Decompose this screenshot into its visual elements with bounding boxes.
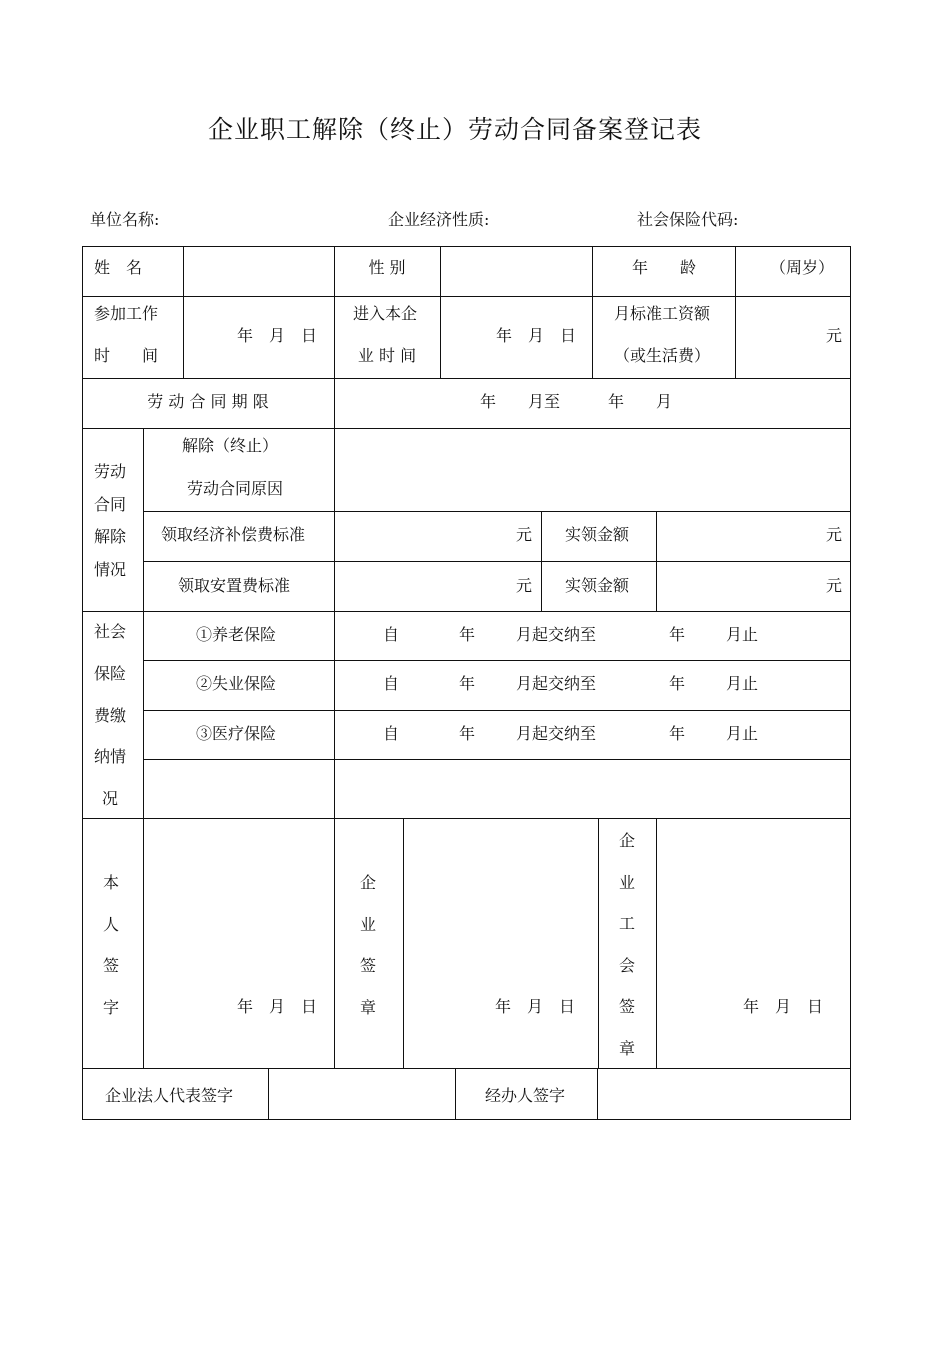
union-seal-area[interactable] <box>657 819 850 1068</box>
insurance-year: 年 <box>459 625 476 644</box>
termination-reason-field[interactable] <box>335 429 850 511</box>
self-signature-area[interactable] <box>144 819 334 1068</box>
compensation-actual-label: 实领金额 <box>564 525 630 544</box>
insurance-from: 自 <box>383 724 400 743</box>
insurance-period-end: 月止 <box>726 674 759 693</box>
union-seal-char: 工 <box>618 914 635 933</box>
legal-representative-label: 企业法人代表签字 <box>104 1086 234 1105</box>
row-divider <box>82 611 851 612</box>
self-signature-char: 人 <box>102 914 119 934</box>
name-field[interactable] <box>184 247 334 296</box>
company-seal-area[interactable] <box>404 819 598 1068</box>
settlement-actual-unit: 元 <box>825 576 842 595</box>
unit-name-label: 单位名称: <box>90 210 160 229</box>
row-divider <box>143 710 851 711</box>
wage-label-line2: （或生活费） <box>613 346 711 365</box>
insurance-period-end: 月止 <box>726 724 759 743</box>
handler-signature-field[interactable] <box>598 1069 850 1119</box>
insurance-from: 自 <box>383 625 400 644</box>
col-divider <box>592 246 593 379</box>
settlement-standard-unit: 元 <box>515 576 532 595</box>
union-seal-char: 会 <box>618 955 635 975</box>
self-signature-char: 签 <box>102 956 119 975</box>
wage-unit: 元 <box>825 326 842 345</box>
insurance-year: 年 <box>669 724 686 743</box>
company-seal-char: 章 <box>359 997 376 1017</box>
insurance-period-mid: 月起交纳至 <box>516 625 597 644</box>
economic-nature-label: 企业经济性质: <box>388 210 490 229</box>
gender-field[interactable] <box>441 247 592 296</box>
social-insurance-code-label: 社会保险代码: <box>637 210 739 229</box>
insurance-side-line: 保险 <box>94 664 127 683</box>
termination-reason-label-line1: 解除（终止） <box>181 436 279 455</box>
page-title: 企业职工解除（终止）劳动合同备案登记表 <box>207 115 702 144</box>
insurance-period-mid: 月起交纳至 <box>516 724 597 743</box>
contract-term-label: 劳 动 合 同 期 限 <box>147 392 269 411</box>
gender-label: 性 别 <box>368 258 406 277</box>
compensation-actual-unit: 元 <box>825 525 842 544</box>
table-border-bottom <box>82 1119 851 1120</box>
insurance-side-line: 况 <box>102 789 119 808</box>
col-divider <box>598 818 599 1069</box>
join-label-line1: 进入本企 <box>352 304 418 323</box>
unemployment-insurance-label: ②失业保险 <box>195 674 277 693</box>
union-seal-char: 签 <box>618 997 635 1016</box>
union-seal-label <box>616 820 638 1069</box>
union-seal-char: 章 <box>618 1038 635 1058</box>
medical-insurance-label: ③医疗保险 <box>195 724 277 743</box>
table-border-left <box>82 246 83 1120</box>
col-divider <box>334 818 335 1069</box>
row-divider <box>143 660 851 661</box>
union-seal-date: 年 月 日 <box>742 997 824 1016</box>
termination-reason-label-line2: 劳动合同原因 <box>186 479 284 498</box>
insurance-extra-label-field[interactable] <box>144 760 334 818</box>
termination-side-line: 劳动 <box>94 462 127 481</box>
handler-label: 经办人签字 <box>484 1086 566 1105</box>
insurance-side-line: 社会 <box>94 622 127 641</box>
settlement-standard-label: 领取安置费标准 <box>177 576 291 595</box>
insurance-year: 年 <box>669 625 686 644</box>
name-label: 姓 名 <box>94 258 143 277</box>
col-divider <box>455 1068 456 1120</box>
col-divider <box>735 246 736 379</box>
insurance-year: 年 <box>459 724 476 743</box>
union-seal-char: 业 <box>618 872 635 892</box>
settlement-actual-label: 实领金额 <box>564 576 630 595</box>
termination-side-line: 解除 <box>94 527 127 546</box>
self-signature-char: 字 <box>102 997 119 1017</box>
insurance-period-mid: 月起交纳至 <box>516 674 597 693</box>
table-border-right <box>850 246 851 1120</box>
company-seal-label <box>357 862 379 1028</box>
insurance-from: 自 <box>383 674 400 693</box>
join-label-line2: 业 时 间 <box>357 346 417 365</box>
pension-insurance-label: ①养老保险 <box>195 625 277 644</box>
insurance-side-line: 纳情 <box>94 747 127 766</box>
col-divider <box>656 511 657 612</box>
company-seal-char: 企 <box>359 873 376 892</box>
age-label: 年 龄 <box>631 258 697 277</box>
insurance-extra-value-field[interactable] <box>335 760 850 818</box>
col-divider <box>334 246 335 379</box>
company-seal-char: 业 <box>359 914 376 934</box>
legal-representative-signature-field[interactable] <box>269 1069 455 1119</box>
work-start-label-line2: 时 间 <box>94 346 159 365</box>
wage-label-line1: 月标准工资额 <box>613 304 711 323</box>
row-divider <box>143 561 851 562</box>
company-seal-char: 签 <box>359 956 376 975</box>
insurance-side-line: 费缴 <box>94 706 127 725</box>
col-divider <box>334 378 335 429</box>
work-start-label-line1: 参加工作 <box>94 304 159 323</box>
self-signature-label <box>100 862 122 1028</box>
insurance-period-end: 月止 <box>726 625 759 644</box>
union-seal-char: 企 <box>618 831 635 850</box>
join-date: 年 月 日 <box>495 326 577 345</box>
termination-side-line: 情况 <box>94 560 127 579</box>
age-unit: （周岁） <box>769 258 835 277</box>
self-signature-date: 年 月 日 <box>236 997 318 1016</box>
work-start-date: 年 月 日 <box>236 326 318 345</box>
self-signature-char: 本 <box>102 873 119 892</box>
company-seal-date: 年 月 日 <box>494 997 576 1016</box>
insurance-year: 年 <box>669 674 686 693</box>
row-divider <box>143 511 851 512</box>
termination-side-line: 合同 <box>94 495 127 514</box>
compensation-standard-unit: 元 <box>515 525 532 544</box>
insurance-year: 年 <box>459 674 476 693</box>
compensation-standard-label: 领取经济补偿费标准 <box>160 525 306 544</box>
col-divider <box>541 511 542 612</box>
contract-term-value: 年 月至 年 月 <box>480 392 673 411</box>
